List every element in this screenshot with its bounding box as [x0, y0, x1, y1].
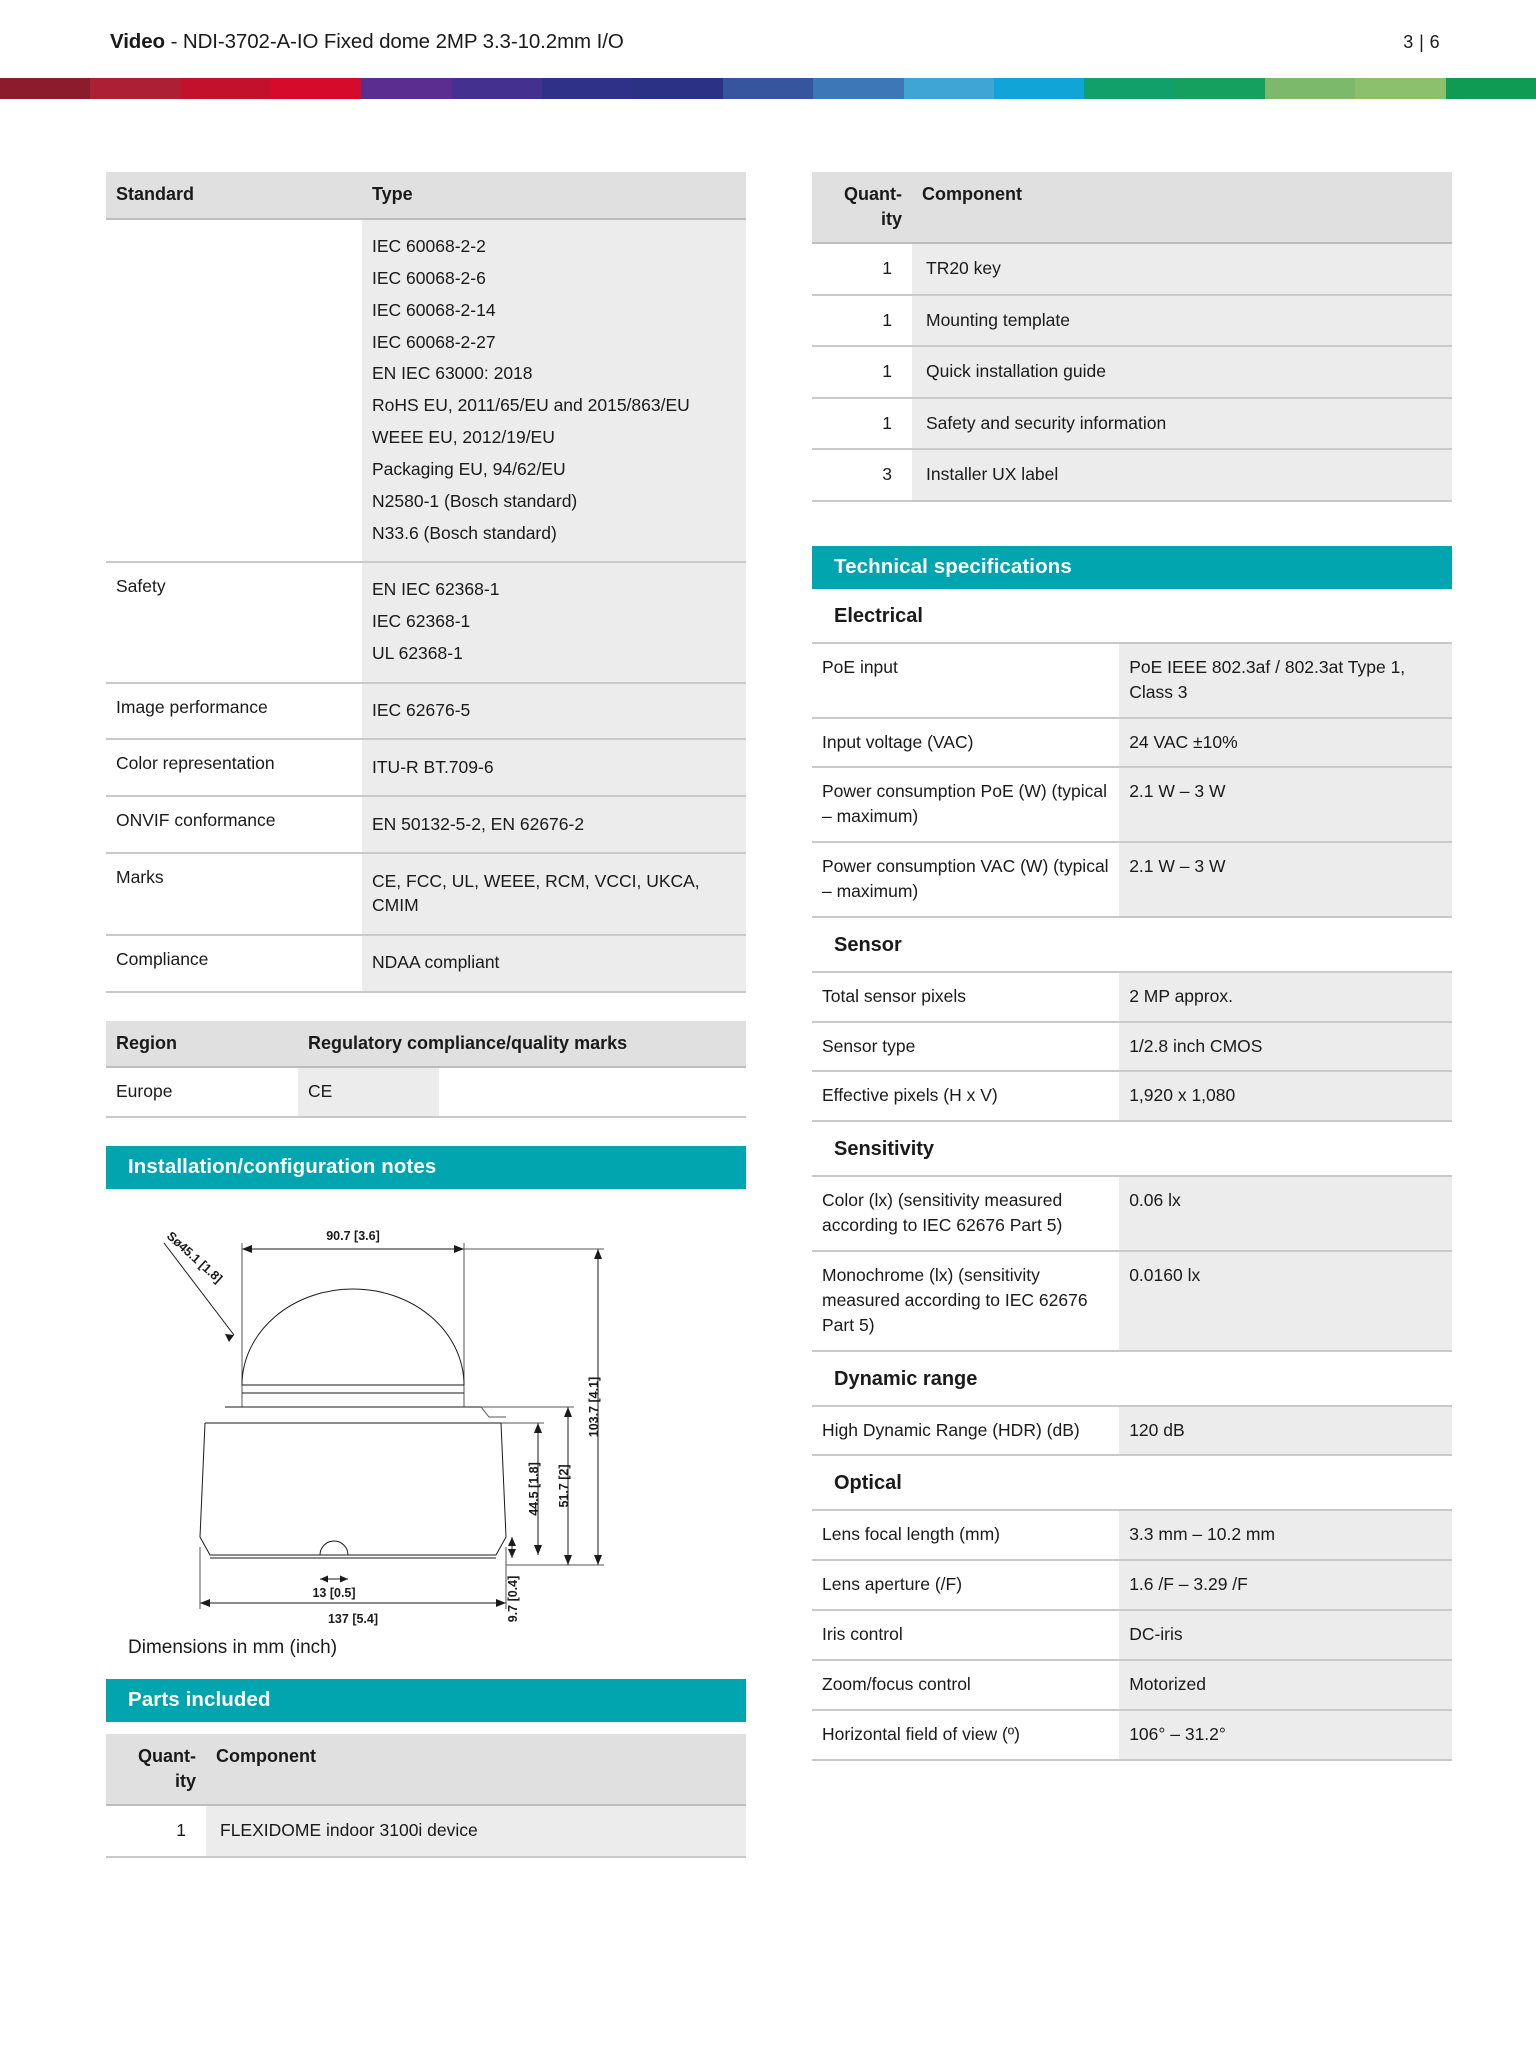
col-header-quantity [812, 172, 912, 243]
parts-included-section-title: Parts included [106, 1679, 746, 1722]
part-component: FLEXIDOME indoor 3100i device [206, 1805, 746, 1857]
spec-value: 2.1 W – 3 W [1119, 842, 1452, 917]
spec-value: 1/2.8 inch CMOS [1119, 1022, 1452, 1072]
standard-types [362, 739, 746, 796]
standard-type-item: IEC 62368-1 [372, 611, 471, 632]
brand-color-bar [0, 78, 1536, 99]
spec-value: PoE IEEE 802.3af / 802.3at Type 1, Class 3 [1119, 643, 1452, 718]
dim-top-width: 90.7 [3.6] [326, 1228, 380, 1243]
spec-key: High Dynamic Range (HDR) (dB) [812, 1406, 1119, 1456]
table-row [106, 683, 746, 740]
part-quantity: 1 [106, 1805, 206, 1857]
spec-table [812, 1509, 1452, 1760]
parts-included-table-left [106, 1734, 746, 1858]
standard-types [362, 796, 746, 853]
dim-sphere-diameter: Sø45.1 [1.8] [163, 1228, 225, 1286]
standard-name: Compliance [106, 935, 362, 992]
table-row [812, 643, 1452, 718]
table-row [812, 1610, 1452, 1660]
spec-table [812, 1405, 1452, 1457]
page-header [0, 22, 1536, 62]
technical-specifications-body [812, 589, 1452, 1761]
color-bar-segment [181, 78, 271, 99]
standard-name [106, 219, 362, 562]
spec-value: 24 VAC ±10% [1119, 718, 1452, 768]
table-row [106, 219, 746, 562]
dim-notch-height: 9.7 [0.4] [506, 1575, 520, 1623]
color-bar-segment [1084, 78, 1174, 99]
table-row [106, 739, 746, 796]
table-header-row [106, 1021, 746, 1068]
standard-types [362, 935, 746, 992]
color-bar-segment [90, 78, 180, 99]
table-row [812, 718, 1452, 768]
col-header-component: Component [206, 1734, 746, 1805]
color-bar-segment [994, 78, 1084, 99]
standard-type-item: IEC 60068-2-27 [372, 331, 496, 352]
spec-value: 1.6 /F – 3.29 /F [1119, 1560, 1452, 1610]
standard-types [362, 853, 746, 935]
dim-total-height: 103.7 [4.1] [587, 1376, 601, 1438]
table-row [812, 1510, 1452, 1560]
dim-inner-height: 44.5 [1.8] [527, 1462, 541, 1516]
standard-types [362, 562, 746, 683]
spec-table [812, 971, 1452, 1123]
standard-type-item: UL 62368-1 [372, 643, 463, 664]
part-component: TR20 key [912, 243, 1452, 295]
spec-key: Total sensor pixels [812, 972, 1119, 1022]
spec-key: Monochrome (lx) (sensitivity measured according to IEC 62676 Part 5) [812, 1251, 1119, 1351]
spec-key: Iris control [812, 1610, 1119, 1660]
standard-type-item: Packaging EU, 94/62/EU [372, 458, 566, 479]
part-component: Mounting template [912, 295, 1452, 347]
standard-name: Safety [106, 562, 362, 683]
standard-types [362, 219, 746, 562]
col-header-quantity-line1: Quant- [138, 1745, 196, 1766]
table-row [106, 1805, 746, 1857]
spec-value: 0.0160 lx [1119, 1251, 1452, 1351]
region-marks: CE [298, 1067, 439, 1117]
table-row [812, 449, 1452, 501]
standard-type-item: ITU-R BT.709-6 [372, 756, 494, 777]
standard-types [362, 683, 746, 740]
standard-name: Color representation [106, 739, 362, 796]
region-table [106, 1021, 746, 1118]
standard-type-item: N33.6 (Bosch standard) [372, 522, 557, 543]
dimension-drawing [106, 1207, 746, 1627]
standard-type-item: IEC 62676-5 [372, 700, 471, 721]
spec-key: Sensor type [812, 1022, 1119, 1072]
col-header-standard: Standard [106, 172, 362, 219]
table-header-row [812, 172, 1452, 243]
spec-group-heading: Sensitivity [834, 1138, 935, 1161]
col-header-quantity-line2: ity [880, 209, 902, 230]
col-header-quantity-line1: Quant- [844, 184, 902, 204]
spec-key: Effective pixels (H x V) [812, 1071, 1119, 1121]
standard-type-item: RoHS EU, 2011/65/EU and 2015/863/EU [372, 395, 690, 416]
right-column [812, 172, 1452, 1761]
page-title [110, 30, 624, 54]
table-row [812, 1710, 1452, 1760]
spec-key: Horizontal field of view (º) [812, 1710, 1119, 1760]
standard-type-item: IEC 60068-2-14 [372, 299, 496, 320]
col-header-regulatory: Regulatory compliance/quality marks [298, 1021, 746, 1068]
page-number: 3 | 6 [1403, 31, 1440, 52]
standard-name: Image performance [106, 683, 362, 740]
col-header-type: Type [362, 172, 746, 219]
part-quantity: 1 [812, 295, 912, 347]
dim-base-width: 137 [5.4] [327, 1611, 379, 1626]
spec-value: 120 dB [1119, 1406, 1452, 1456]
spec-table [812, 642, 1452, 918]
standard-type-item: EN IEC 63000: 2018 [372, 363, 533, 384]
table-row [106, 853, 746, 935]
spec-value: 0.06 lx [1119, 1176, 1452, 1251]
color-bar-segment [813, 78, 903, 99]
spec-value: 3.3 mm – 10.2 mm [1119, 1510, 1452, 1560]
color-bar-segment [542, 78, 632, 99]
standard-type-item: IEC 60068-2-6 [372, 267, 486, 288]
spec-key: Power consumption PoE (W) (typical – maximum) [812, 767, 1119, 842]
spec-key: Input voltage (VAC) [812, 718, 1119, 768]
table-row [812, 398, 1452, 450]
standard-type-item: EN 50132-5-2, EN 62676-2 [372, 813, 585, 834]
dim-notch-width: 13 [0.5] [312, 1585, 356, 1600]
spec-key: Color (lx) (sensitivity measured according to IEC 62676 Part 5) [812, 1176, 1119, 1251]
spec-value: 2.1 W – 3 W [1119, 767, 1452, 842]
color-bar-segment [904, 78, 994, 99]
standard-type-item: N2580-1 (Bosch standard) [372, 490, 578, 511]
part-quantity: 1 [812, 346, 912, 398]
color-bar-segment [1175, 78, 1265, 99]
table-row [812, 1406, 1452, 1456]
part-quantity: 1 [812, 243, 912, 295]
part-component: Safety and security information [912, 398, 1452, 450]
table-row [106, 562, 746, 683]
part-component: Quick installation guide [912, 346, 1452, 398]
table-row [812, 1660, 1452, 1710]
standards-table [106, 172, 746, 993]
spec-group-heading: Dynamic range [834, 1367, 978, 1390]
installation-section-title: Installation/configuration notes [106, 1146, 746, 1189]
color-bar-segment [271, 78, 361, 99]
technical-specifications-section-title: Technical specifications [812, 546, 1452, 589]
standard-type-item: NDAA compliant [372, 952, 500, 973]
spec-key: Zoom/focus control [812, 1660, 1119, 1710]
standard-name: Marks [106, 853, 362, 935]
dimensions-caption: Dimensions in mm (inch) [128, 1636, 338, 1658]
color-bar-segment [452, 78, 542, 99]
spec-group-heading: Optical [834, 1472, 902, 1495]
standard-type-item: EN IEC 62368-1 [372, 579, 500, 600]
spec-key: Power consumption VAC (W) (typical – maximum) [812, 842, 1119, 917]
col-header-quantity-line2: ity [174, 1771, 196, 1792]
color-bar-segment [1265, 78, 1355, 99]
color-bar-segment [723, 78, 813, 99]
part-component: Installer UX label [912, 449, 1452, 501]
table-row [812, 1251, 1452, 1351]
spec-key: Lens aperture (/F) [812, 1560, 1119, 1610]
part-quantity: 3 [812, 449, 912, 501]
table-row [812, 346, 1452, 398]
table-row [106, 796, 746, 853]
color-bar-segment [1446, 78, 1536, 99]
spec-group-heading: Sensor [834, 933, 902, 956]
spec-value: 1,920 x 1,080 [1119, 1071, 1452, 1121]
spec-group-heading: Electrical [834, 604, 923, 627]
col-header-region: Region [106, 1021, 298, 1068]
color-bar-segment [0, 78, 90, 99]
color-bar-segment [633, 78, 723, 99]
region-spacer [439, 1067, 746, 1117]
table-row [812, 1560, 1452, 1610]
dim-body-height: 51.7 [2] [557, 1464, 571, 1508]
part-quantity: 1 [812, 398, 912, 450]
color-bar-segment [361, 78, 451, 99]
table-row [812, 842, 1452, 917]
spec-value: Motorized [1119, 1660, 1452, 1710]
page-title-bold: Video [110, 30, 165, 53]
table-row [812, 767, 1452, 842]
table-row [106, 1067, 746, 1117]
spec-value: DC-iris [1119, 1610, 1452, 1660]
table-header-row [106, 1734, 746, 1805]
spec-value: 2 MP approx. [1119, 972, 1452, 1022]
standard-type-item: IEC 60068-2-2 [372, 236, 486, 257]
table-row [812, 1071, 1452, 1121]
table-header-row [106, 172, 746, 219]
table-row [106, 935, 746, 992]
parts-included-table-right [812, 172, 1452, 502]
page-title-rest: - NDI-3702-A-IO Fixed dome 2MP 3.3-10.2mm I/O [170, 30, 624, 53]
table-row [812, 243, 1452, 295]
table-row [812, 1176, 1452, 1251]
table-row [812, 972, 1452, 1022]
region-name: Europe [106, 1067, 298, 1117]
table-row [812, 1022, 1452, 1072]
spec-table [812, 1175, 1452, 1351]
standard-name: ONVIF conformance [106, 796, 362, 853]
spec-value: 106° – 31.2° [1119, 1710, 1452, 1760]
table-row [812, 295, 1452, 347]
color-bar-segment [1355, 78, 1445, 99]
camera-dimension-svg [106, 1207, 746, 1627]
standard-type-item: WEEE EU, 2012/19/EU [372, 427, 555, 448]
spec-key: Lens focal length (mm) [812, 1510, 1119, 1560]
spec-key: PoE input [812, 643, 1119, 718]
left-column [106, 172, 746, 1858]
col-header-component: Component [912, 172, 1452, 243]
standard-type-item: CE, FCC, UL, WEEE, RCM, VCCI, UKCA, CMIM [372, 870, 700, 916]
col-header-quantity [106, 1734, 206, 1805]
